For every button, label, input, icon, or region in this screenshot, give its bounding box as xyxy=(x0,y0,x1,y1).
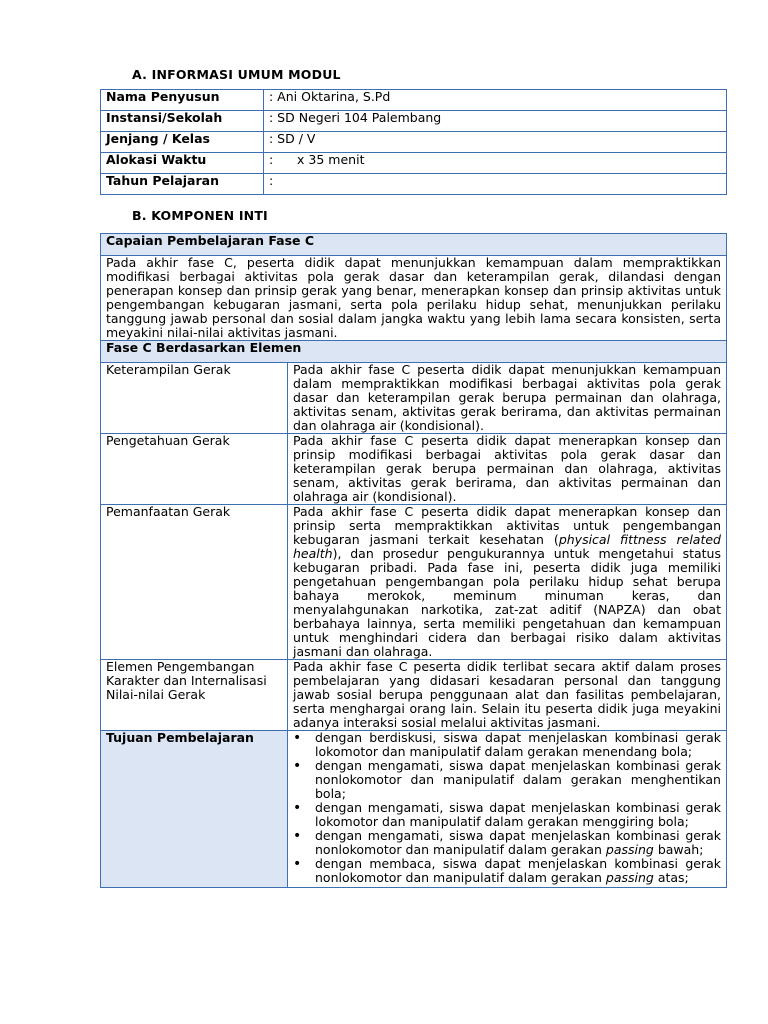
table-row xyxy=(101,153,727,174)
table-row xyxy=(101,132,727,153)
elemen-header: Fase C Berdasarkan Elemen xyxy=(101,341,727,363)
elemen-text: Pada akhir fase C peserta didik dapat menerapkan konsep dan prinsip modifikasi berbagai aktivitas pola gerak dasar dan keterampilan gerak berupa permainan dan olahraga, aktivitas senam, aktivitas gerak berirama, dan aktivitas permainan dan olahraga air (kondisional). xyxy=(288,434,727,505)
komponen-table xyxy=(100,233,727,888)
elemen-text xyxy=(288,505,727,660)
table-row xyxy=(101,111,727,132)
section-a-title: A. INFORMASI UMUM MODUL xyxy=(132,67,341,82)
elemen-label: Pengetahuan Gerak xyxy=(101,434,288,505)
info-label: Instansi/Sekolah xyxy=(101,111,264,132)
table-row xyxy=(101,434,727,505)
elemen-text: Pada akhir fase C peserta didik terlibat secara aktif dalam proses pembelajaran yang didasari kesadaran personal dan tanggung jawab sosial berupa penggunaan alat dan fasilitas pembelajaran, serta menghargai orang lain. Selain itu peserta didik juga meyakini adanya interaksi sosial melalui aktivitas jasmani. xyxy=(288,660,727,731)
table-row xyxy=(101,90,727,111)
section-b-title: B. KOMPONEN INTI xyxy=(132,208,268,223)
elemen-text-part: ), dan prosedur pengukurannya untuk mengetahui status kebugaran pribadi. Pada fase ini, peserta didik juga memiliki pengetahuan pengembangan pola perilaku hidup sehat berupa bahaya merokok, meminum minuman keras, dan menyalahgunakan narkotika, zat-zat aditif (NAPZA) dan obat berbahaya lainnya, serta memiliki pengetahuan dan kemampuan untuk menghindari cidera dan berbagai risiko dalam aktivitas jasmani dan olahraga. xyxy=(293,546,721,659)
info-table xyxy=(100,89,727,195)
tujuan-italic: passing xyxy=(605,842,654,857)
table-row xyxy=(101,256,727,341)
tujuan-text: dengan mengamati, siswa dapat menjelaskan kombinasi gerak nonlokomotor dan manipulatif dalam gerakan xyxy=(315,828,721,857)
elemen-text-part: Pada akhir fase C peserta didik dapat menerapkan konsep dan prinsip serta mempraktikkan aktivitas untuk pengembangan kebugaran jasmani terkait kesehatan ( xyxy=(293,504,721,547)
table-row xyxy=(101,174,727,195)
table-row xyxy=(101,505,727,660)
tujuan-list xyxy=(293,731,721,885)
tujuan-text: dengan mengamati, siswa dapat menjelaskan kombinasi gerak nonlokomotor dan manipulatif dalam gerakan menghentikan bola; xyxy=(315,758,721,801)
tujuan-text: dengan membaca, siswa dapat menjelaskan kombinasi gerak nonlokomotor dan manipulatif dalam gerakan xyxy=(315,856,721,885)
info-label: Jenjang / Kelas xyxy=(101,132,264,153)
capaian-text: Pada akhir fase C, peserta didik dapat menunjukkan kemampuan dalam mempraktikkan modifikasi berbagai aktivitas pola gerak dasar dan keterampilan gerak, dilandasi dengan penerapan konsep dan prinsip gerak yang benar, menerapkan konsep dan prinsip aktivitas untuk pengembangan kebugaran jasmani, serta pola perilaku hidup sehat, menunjukkan perilaku tanggung jawab personal dan sosial dalam jangka waktu yang lebih lama secara konsisten, serta meyakini nilai-nilai aktivitas jasmani. xyxy=(101,256,727,341)
info-value: : Ani Oktarina, S.Pd xyxy=(264,90,727,111)
table-row xyxy=(101,731,727,888)
tujuan-label: Tujuan Pembelajaran xyxy=(101,731,288,888)
info-value: : SD / V xyxy=(264,132,727,153)
elemen-text: Pada akhir fase C peserta didik dapat menunjukkan kemampuan dalam mempraktikkan modifikasi berbagai aktivitas pola gerak dasar dan keterampilan gerak berupa permainan dan olahraga, aktivitas senam, aktivitas gerak berirama, dan aktivitas permainan dan olahraga air (kondisional). xyxy=(288,363,727,434)
info-value: : SD Negeri 104 Palembang xyxy=(264,111,727,132)
tujuan-after: bawah; xyxy=(653,842,704,857)
info-label: Alokasi Waktu xyxy=(101,153,264,174)
list-item xyxy=(293,829,721,857)
list-item xyxy=(293,759,721,801)
elemen-text-italic: physical fittness related health xyxy=(293,532,721,561)
capaian-header: Capaian Pembelajaran Fase C xyxy=(101,234,727,256)
tujuan-cell xyxy=(288,731,727,888)
elemen-label: Keterampilan Gerak xyxy=(101,363,288,434)
tujuan-after: atas; xyxy=(653,870,689,885)
info-value: : x 35 menit xyxy=(264,153,727,174)
info-label: Nama Penyusun xyxy=(101,90,264,111)
tujuan-text: dengan mengamati, siswa dapat menjelaskan kombinasi gerak lokomotor dan manipulatif dalam gerakan menggiring bola; xyxy=(315,800,721,829)
list-item xyxy=(293,801,721,829)
info-label: Tahun Pelajaran xyxy=(101,174,264,195)
table-row xyxy=(101,363,727,434)
info-value: : xyxy=(264,174,727,195)
table-row xyxy=(101,234,727,256)
list-item xyxy=(293,857,721,885)
tujuan-text: dengan berdiskusi, siswa dapat menjelaskan kombinasi gerak lokomotor dan manipulatif dalam gerakan menendang bola; xyxy=(315,730,721,759)
list-item xyxy=(293,731,721,759)
table-row xyxy=(101,660,727,731)
tujuan-italic: passing xyxy=(605,870,654,885)
table-row xyxy=(101,341,727,363)
elemen-label: Elemen Pengembangan Karakter dan Internalisasi Nilai-nilai Gerak xyxy=(101,660,288,731)
elemen-label: Pemanfaatan Gerak xyxy=(101,505,288,660)
